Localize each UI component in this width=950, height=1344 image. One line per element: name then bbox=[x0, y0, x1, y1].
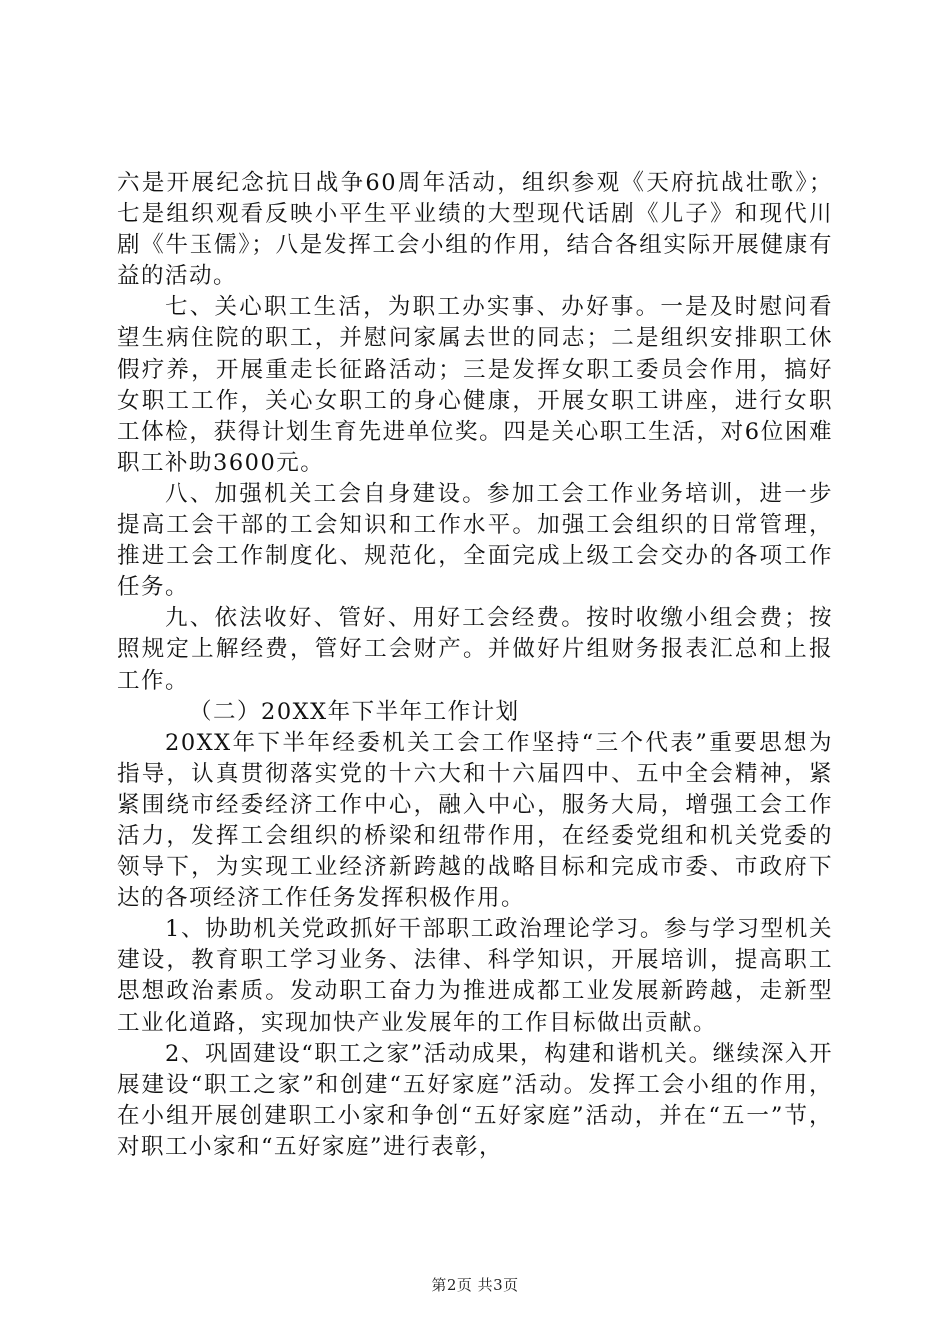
paragraph-section-8: 八、加强机关工会自身建设。参加工会工作业务培训，进一步提高工会干部的工会知识和工作水平。加强工会组织的日常管理，推进工会工作制度化、规范化，全面完成上级工会交办的各项工作任务。 bbox=[117, 480, 833, 601]
paragraph-plan-item-1: 1、协助机关党政抓好干部职工政治理论学习。参与学习型机关建设，教育职工学习业务、法律、科学知识，开展培训，提高职工思想政治素质。发动职工奋力为推进成都工业发展新跨越，走新型工业化道路，实现加快产业发展年的工作目标做出贡献。 bbox=[117, 916, 833, 1036]
section-heading-plan: （二）20XX年下半年工作计划 bbox=[189, 698, 520, 725]
paragraph-section-9: 九、依法收好、管好、用好工会经费。按时收缴小组会费；按照规定上解经费，管好工会财产。并做好片组财务报表汇总和上报工作。 bbox=[117, 605, 833, 694]
paragraph-activities-continued: 六是开展纪念抗日战争60周年活动，组织参观《天府抗战壮歌》；七是组织观看反映小平生平业绩的大型现代话剧《儿子》和现代川剧《牛玉儒》；八是发挥工会小组的作用，结合各组实际开展健康有益的活动。 bbox=[117, 170, 833, 290]
paragraph-plan-intro: 20XX年下半年经委机关工会工作坚持“三个代表”重要思想为指导，认真贯彻落实党的十六大和十六届四中、五中全会精神，紧紧围绕市经委经济工作中心，融入中心，服务大局，增强工会工作活力，发挥工会组织的桥梁和纽带作用，在经委党组和机关党委的领导下，为实现工业经济新跨越的战略目标和完成市委、市政府下达的各项经济工作任务发挥积极作用。 bbox=[117, 729, 833, 912]
document-body bbox=[117, 168, 833, 1163]
paragraph-plan-item-2: 2、巩固建设“职工之家”活动成果，构建和谐机关。继续深入开展建设“职工之家”和创建“五好家庭”活动。发挥工会小组的作用，在小组开展创建职工小家和争创“五好家庭”活动，并在“五一”节，对职工小家和“五好家庭”进行表彰， bbox=[117, 1040, 833, 1160]
paragraph-section-7: 七、关心职工生活，为职工办实事、办好事。一是及时慰问看望生病住院的职工，并慰问家属去世的同志；二是组织安排职工休假疗养，开展重走长征路活动；三是发挥女职工委员会作用，搞好女职工工作，关心女职工的身心健康，开展女职工讲座，进行女职工体检，获得计划生育先进单位奖。四是关心职工生活，对6位困难职工补助3600元。 bbox=[117, 294, 833, 476]
page-number-footer: 第2页 共3页 bbox=[431, 1276, 519, 1294]
